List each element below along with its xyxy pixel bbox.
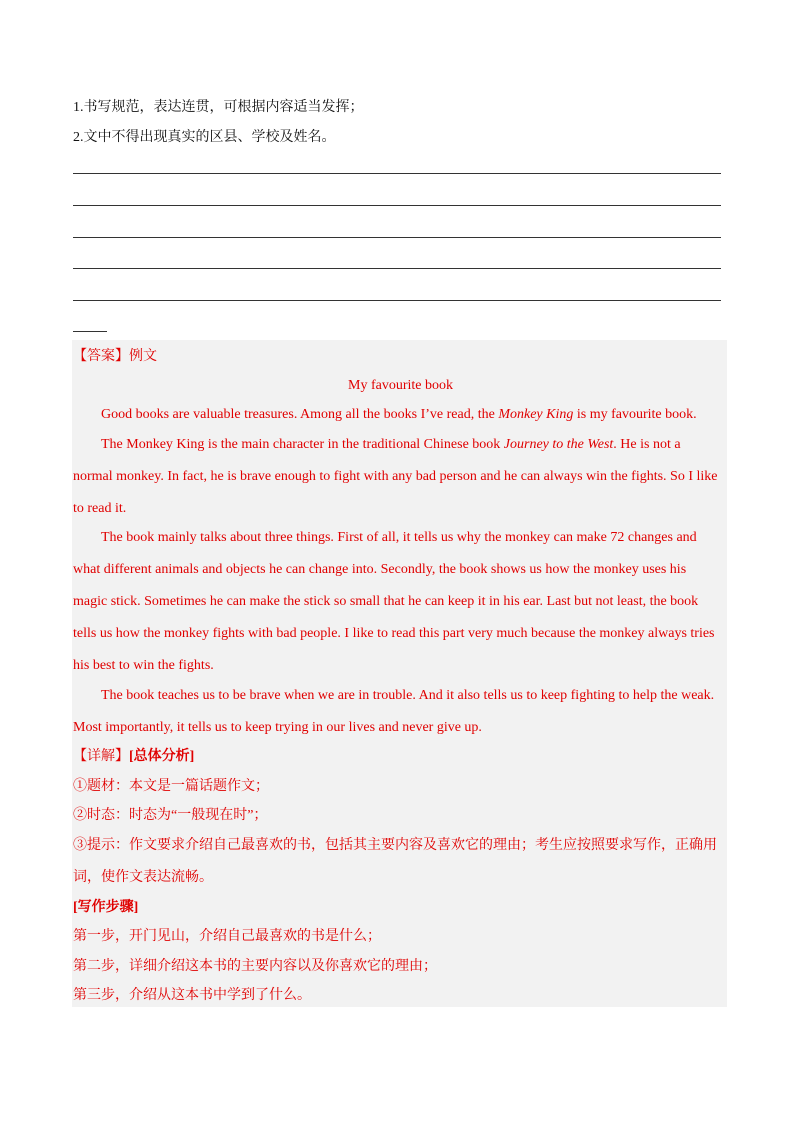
writing-line bbox=[73, 173, 721, 174]
requirement-1: 1.书写规范，表达连贯，可根据内容适当发挥； bbox=[73, 100, 364, 115]
essay-paragraph-4-line-1: The book teaches us to be brave when we are in trouble. And it also tells us to keep fighting to help the weak. bbox=[101, 688, 715, 703]
essay-title: My favourite book bbox=[348, 378, 453, 393]
essay-paragraph-2-line-2: normal monkey. In fact, he is brave enough to fight with any bad person and he can always win the fights. So I like bbox=[73, 469, 718, 484]
analysis-item-2: ②时态：时态为“一般现在时”； bbox=[73, 808, 268, 823]
writing-line bbox=[73, 268, 721, 269]
essay-paragraph-3-line-3: magic stick. Sometimes he can make the stick so small that he can keep it in his ear. Last but not least, the book bbox=[73, 594, 699, 609]
essay-paragraph-4-line-2: Most importantly, it tells us to keep trying in our lives and never give up. bbox=[73, 720, 482, 735]
answer-label: 【答案】例文 bbox=[73, 349, 157, 364]
writing-step-1: 第一步，开门见山，介绍自己最喜欢的书是什么； bbox=[73, 929, 381, 944]
analysis-item-3-line-1: ③提示：作文要求介绍自己最喜欢的书，包括其主要内容及喜欢它的理由；考生应按照要求写作，正确用 bbox=[73, 838, 717, 853]
writing-steps-heading: [写作步骤] bbox=[73, 900, 139, 915]
writing-step-3: 第三步，介绍从这本书中学到了什么。 bbox=[73, 988, 311, 1003]
writing-line bbox=[73, 237, 721, 238]
analysis-heading: 【详解】[总体分析] bbox=[73, 749, 195, 764]
writing-step-2: 第二步，详细介绍这本书的主要内容以及你喜欢它的理由； bbox=[73, 959, 437, 974]
analysis-item-1: ①题材：本文是一篇话题作文； bbox=[73, 779, 269, 794]
essay-paragraph-1: Good books are valuable treasures. Among all the books I’ve read, the Monkey King is my favourite book. bbox=[101, 407, 697, 422]
essay-paragraph-3-line-5: his best to win the fights. bbox=[73, 658, 214, 673]
analysis-item-3-line-2: 词，使作文表达流畅。 bbox=[73, 870, 213, 885]
essay-paragraph-3-line-4: tells us how the monkey fights with bad people. I like to read this part very much because the monkey always tries bbox=[73, 626, 715, 641]
writing-line bbox=[73, 205, 721, 206]
essay-paragraph-2-line-3: to read it. bbox=[73, 501, 127, 516]
writing-line-short bbox=[73, 331, 107, 332]
essay-paragraph-2-line-1: The Monkey King is the main character in the traditional Chinese book Journey to the West. He is not a bbox=[101, 437, 681, 452]
requirement-2: 2.文中不得出现真实的区县、学校及姓名。 bbox=[73, 130, 336, 145]
writing-line bbox=[73, 300, 721, 301]
essay-paragraph-3-line-2: what different animals and objects he can change into. Secondly, the book shows us how the monkey uses his bbox=[73, 562, 687, 577]
essay-paragraph-3-line-1: The book mainly talks about three things. First of all, it tells us why the monkey can make 72 changes and bbox=[101, 530, 697, 545]
